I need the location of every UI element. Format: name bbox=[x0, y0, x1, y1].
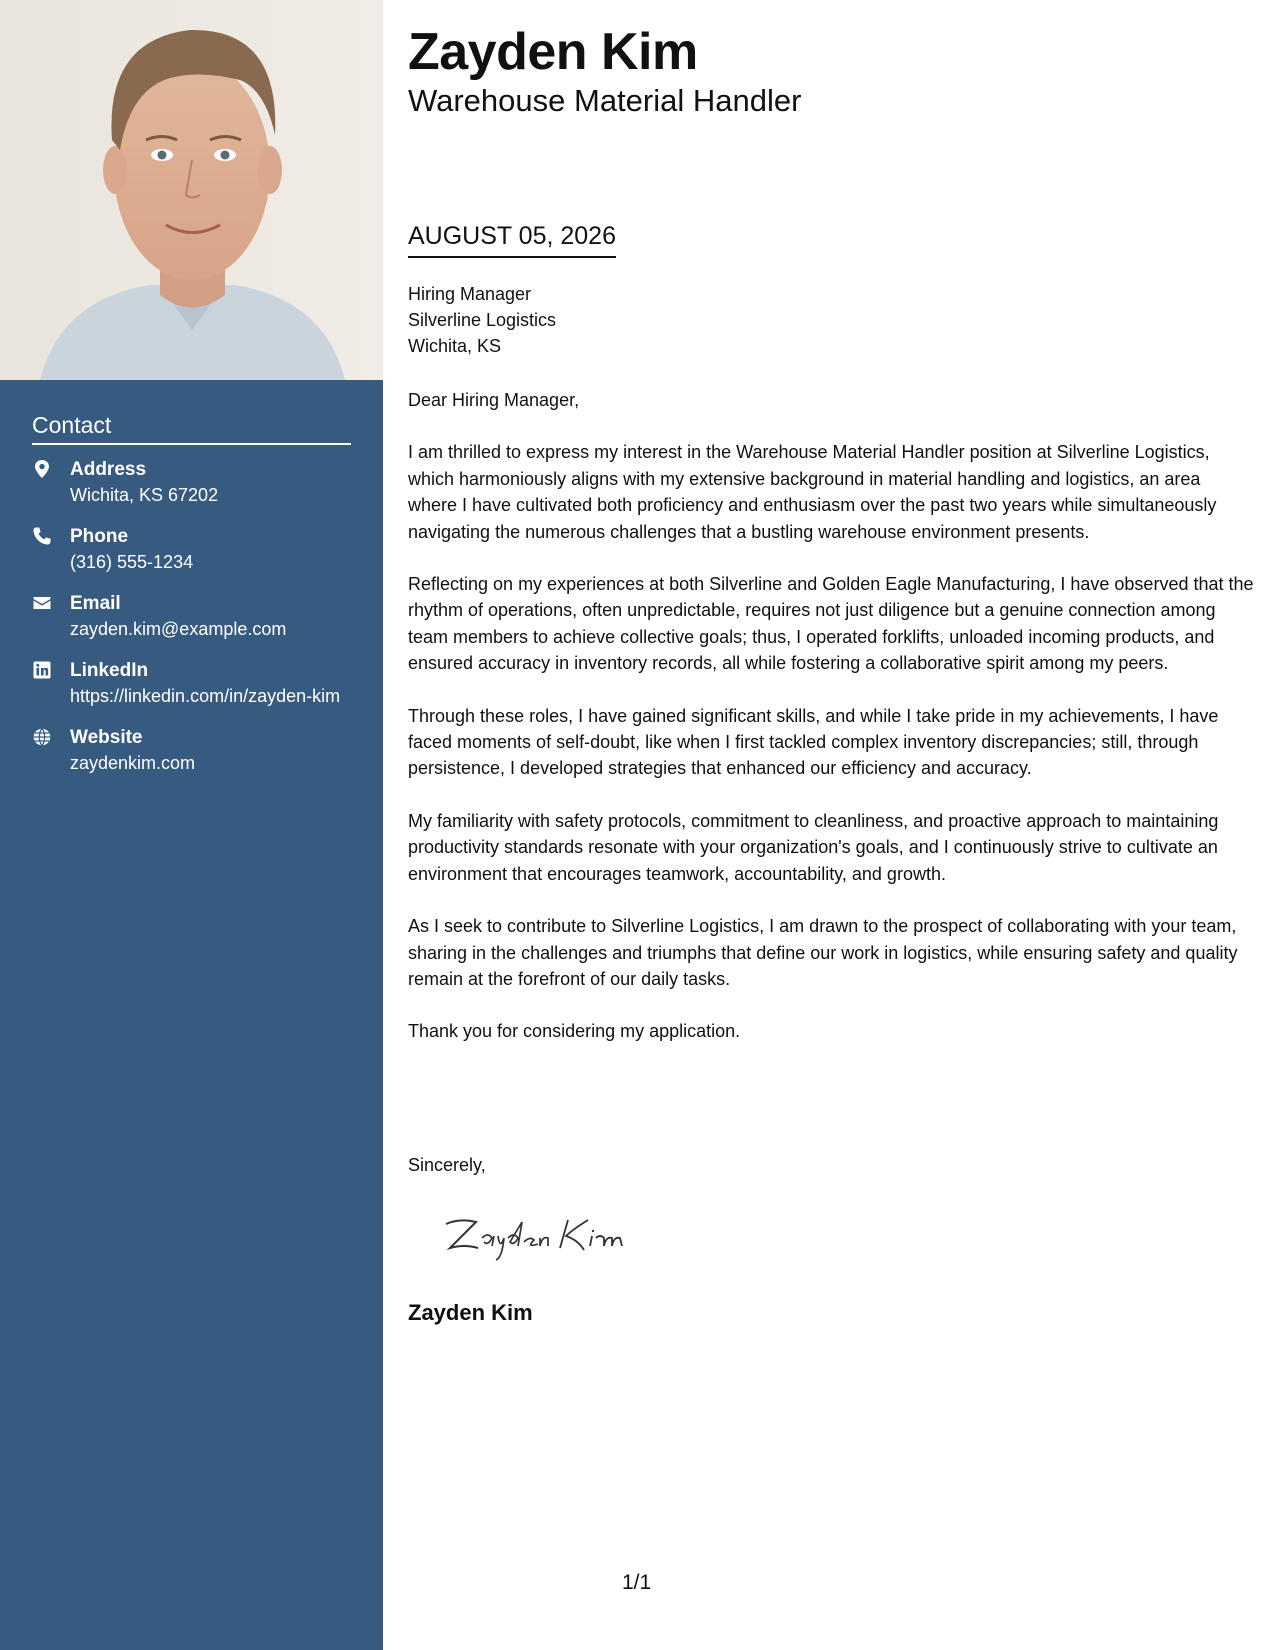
body-paragraph: Reflecting on my experiences at both Silverline and Golden Eagle Manufacturing, I have observed that the rhythm of operations, often unpredictable, requires not just diligence but a genuine connection among team members to achieve collective goals; thus, I operated forklifts, unloaded incoming products, and ensured accuracy in inventory records, all while fostering a collaborative spirit among my peers. bbox=[408, 574, 1254, 674]
signer-name: Zayden Kim bbox=[408, 1300, 533, 1325]
contact-title: Contact bbox=[32, 412, 351, 445]
envelope-icon bbox=[32, 591, 70, 641]
contact-address bbox=[32, 457, 351, 507]
greeting: Dear Hiring Manager, bbox=[408, 390, 580, 410]
sidebar bbox=[0, 0, 383, 1650]
email-label: Email bbox=[70, 593, 121, 614]
profile-photo bbox=[0, 0, 383, 380]
email-value[interactable]: zayden.kim@example.com bbox=[70, 619, 287, 639]
body-paragraph: Thank you for considering my application. bbox=[408, 1021, 741, 1042]
website-label: Website bbox=[70, 727, 143, 748]
address-value: Wichita, KS 67202 bbox=[70, 485, 219, 505]
applicant-name: Zayden Kim bbox=[408, 23, 698, 81]
phone-icon bbox=[32, 524, 70, 574]
linkedin-label: LinkedIn bbox=[70, 660, 149, 681]
letter-date: AUGUST 05, 2026 bbox=[408, 222, 616, 258]
letter-body bbox=[408, 387, 1254, 1071]
linkedin-value[interactable]: https://linkedin.com/in/zayden-kim bbox=[70, 686, 341, 706]
recipient-company: Silverline Logistics bbox=[408, 310, 557, 330]
website-value[interactable]: zaydenkim.com bbox=[70, 753, 196, 773]
globe-icon bbox=[32, 725, 70, 775]
page-number: 1/1 bbox=[622, 1571, 652, 1594]
contact-section bbox=[32, 412, 351, 792]
recipient-line: Hiring Manager bbox=[408, 284, 532, 304]
phone-value[interactable]: (316) 555-1234 bbox=[70, 552, 194, 572]
address-label: Address bbox=[70, 459, 147, 480]
contact-email bbox=[32, 591, 351, 641]
handwritten-signature bbox=[438, 1208, 658, 1264]
recipient-location: Wichita, KS bbox=[408, 336, 502, 356]
body-paragraph: As I seek to contribute to Silverline Logistics, I am drawn to the prospect of collaborating with your team, sharing in the challenges and triumphs that define our work in logistics, while ensuring safety and quality remain at the forefront of our daily tasks. bbox=[408, 916, 1238, 989]
location-pin-icon bbox=[32, 457, 70, 507]
contact-phone bbox=[32, 524, 351, 574]
closing: Sincerely, bbox=[408, 1155, 486, 1175]
body-paragraph: I am thrilled to express my interest in the Warehouse Material Handler position at Silverline Logistics, which harmoniously aligns with my extensive background in material handling and logistics, an area where I have cultivated both proficiency and enthusiasm over the past two years while simultaneously navigating the numerous challenges that a bustling warehouse environment presents. bbox=[408, 442, 1217, 542]
job-title: Warehouse Material Handler bbox=[408, 83, 802, 118]
linkedin-icon bbox=[32, 658, 70, 708]
body-paragraph: My familiarity with safety protocols, commitment to cleanliness, and proactive approach to maintaining productivity standards resonate with your organization's goals, and I continuously strive to cultivate an environment that encourages teamwork, accountability, and growth. bbox=[408, 810, 1219, 884]
phone-label: Phone bbox=[70, 526, 129, 547]
body-paragraph: Through these roles, I have gained significant skills, and while I take pride in my achievements, I have faced moments of self-doubt, like when I first tackled complex inventory discrepancies; still, through persistence, I developed strategies that enhanced our efficiency and accuracy. bbox=[408, 705, 1219, 779]
recipient-block bbox=[408, 281, 556, 359]
contact-linkedin bbox=[32, 658, 351, 708]
contact-website bbox=[32, 725, 351, 775]
